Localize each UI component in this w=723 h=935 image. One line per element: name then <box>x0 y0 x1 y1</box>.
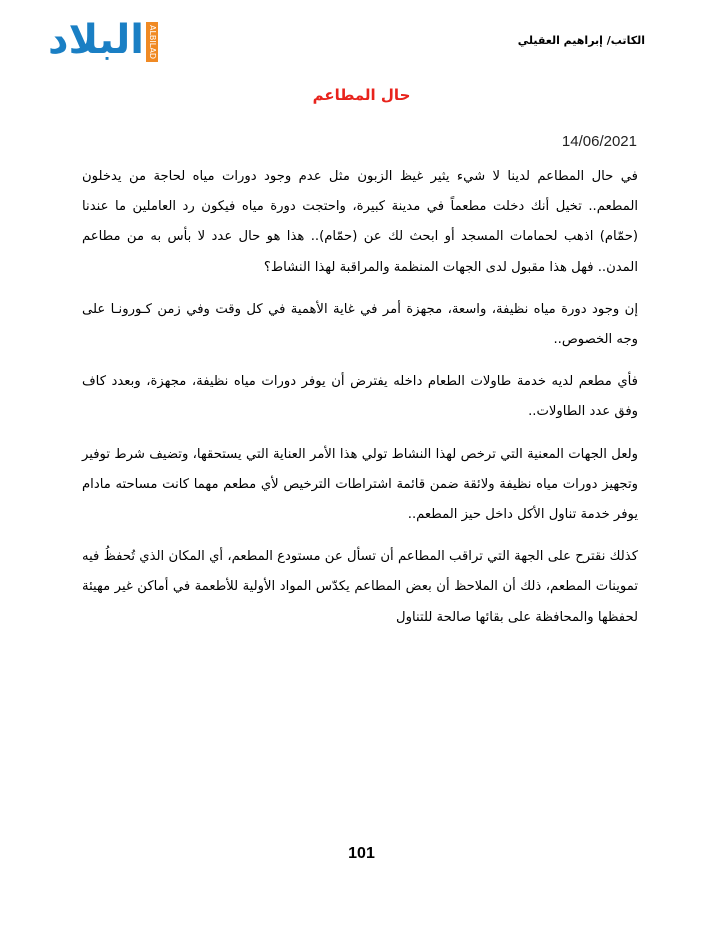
article-paragraph: فأي مطعم لديه خدمة طاولات الطعام داخله يفترض أن يوفر دورات مياه نظيفة، مجهزة، وبعدد كاف وفق عدد الطاولات.. <box>82 374 638 420</box>
article-paragraph: في حال المطاعم لدينا لا شيء يثير غيظ الزبون مثل عدم وجود دورات مياه لحاجة من يدخلون المطعم.. تخيل أنك دخلت مطعماً في مدينة كبيرة، واحتجت دورة مياه فيكون رد العاملين ما عندنا (حمّام) اذهب لحمامات المسجد أو ابحث لك عن (حمّام).. هذا هو حال عدد لا بأس به من مطاعم المدن.. فهل هذا مقبول لدى الجهات المنظمة والمراقبة لهذا النشاط؟ <box>82 169 638 275</box>
article-paragraph: كذلك نقترح على الجهة التي تراقب المطاعم أن تسأل عن مستودع المطعم، أي المكان الذي تُحفظُ فيه تموينات المطعم، ذلك أن الملاحظ أن بعض المطاعم يكدّس المواد الأولية للأطعمة في أماكن غير مهيئة لحفظها والمحافظة على بقائها صالحة للتناول <box>82 549 638 625</box>
author-line: الكاتب/ إبراهيم العقيلي <box>517 34 645 47</box>
albilad-logo <box>48 18 158 64</box>
article-title: حال المطاعم <box>312 86 411 104</box>
logo-wordmark: البلاد <box>48 17 144 63</box>
article-paragraph: ولعل الجهات المعنية التي ترخص لهذا النشاط تولي هذا الأمر العناية التي يستحقها، وتضيف شرط توفير وتجهيز دورات مياه نظيفة ولائقة ضمن قائمة اشتراطات الترخيص لأي مطعم مهما كانت مساحته مادام يوفر خدمة تناول الأكل داخل حيز المطعم.. <box>82 446 638 523</box>
article-body <box>82 162 638 645</box>
page-number: 101 <box>348 845 375 862</box>
article-paragraph: إن وجود دورة مياه نظيفة، واسعة، مجهزة أمر في غاية الأهمية في كل وقت وفي زمن كـورونـا على وجه الخصوص.. <box>82 301 638 348</box>
article-date: 14/06/2021 <box>561 133 637 150</box>
logo-tag: ALBILAD <box>146 22 158 62</box>
